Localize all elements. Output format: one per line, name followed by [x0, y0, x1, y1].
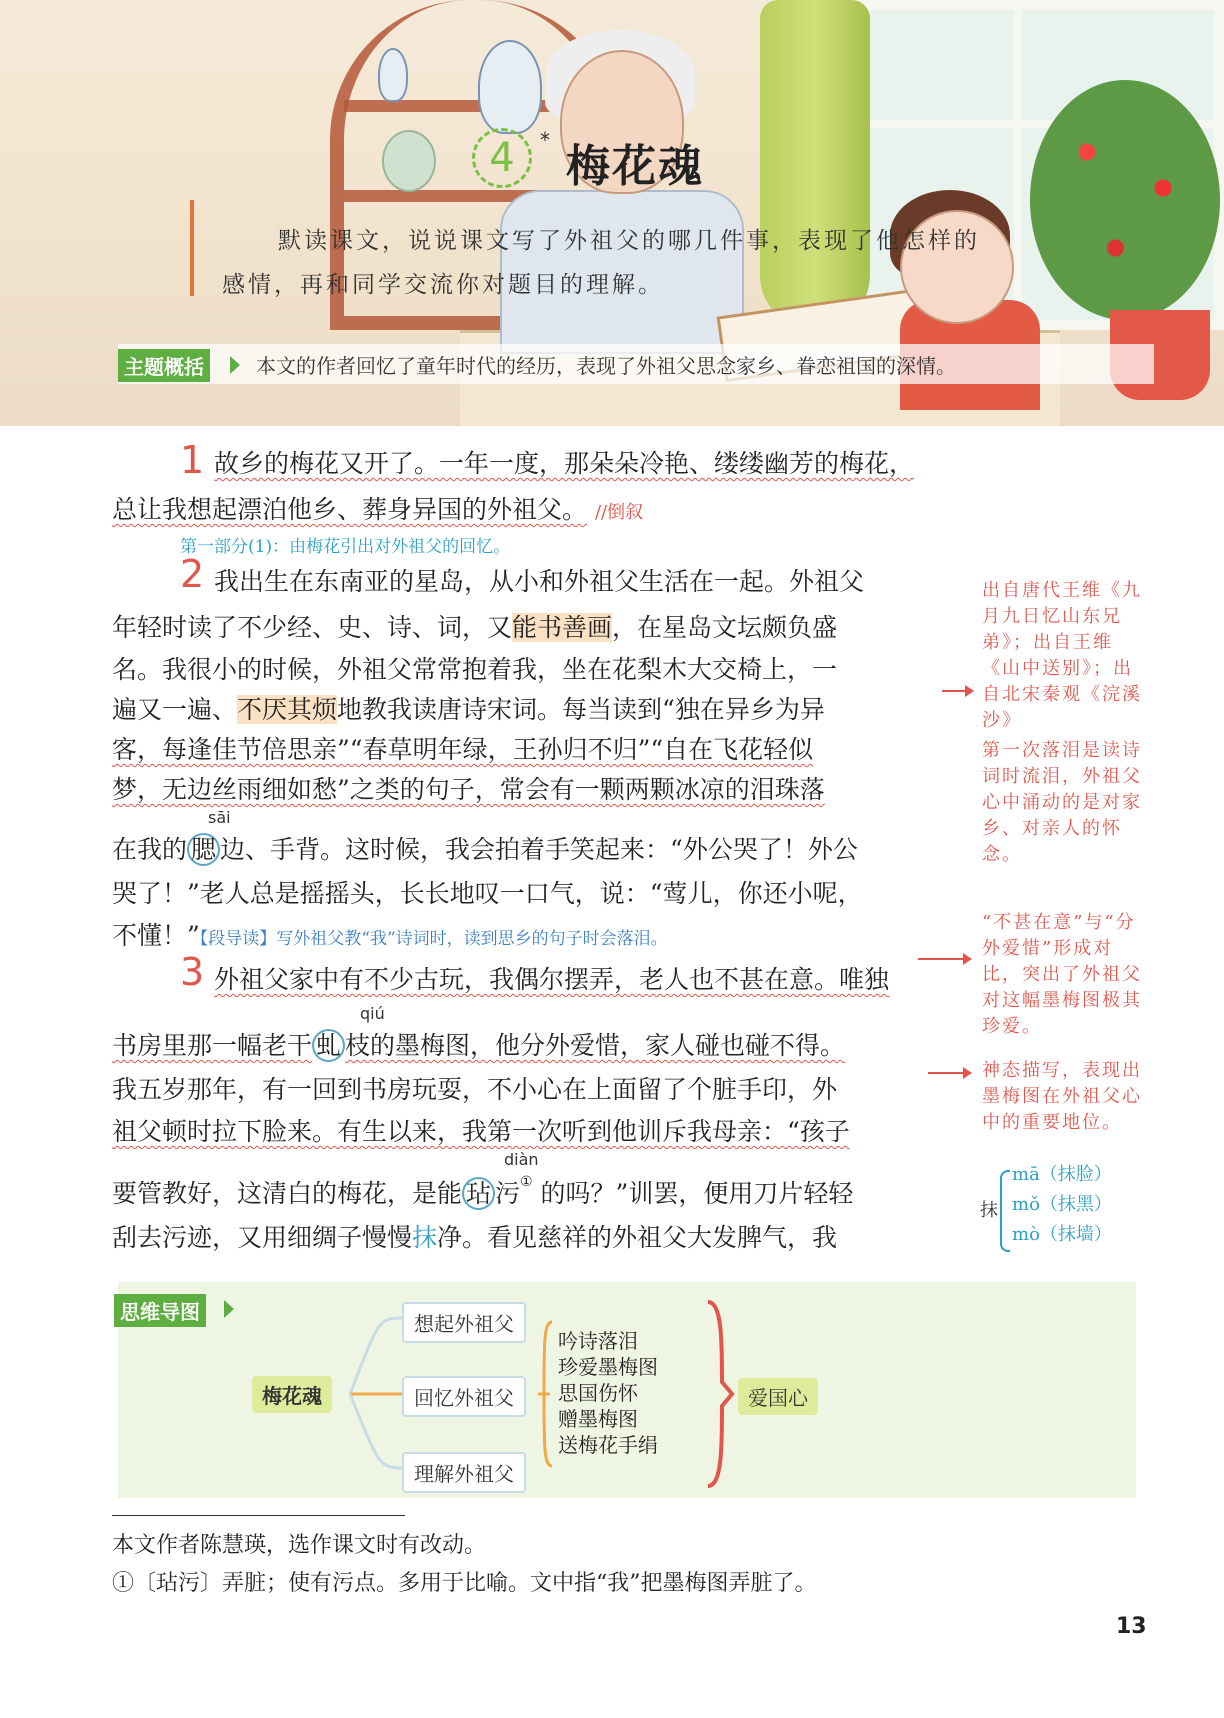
- mind-map-result: 爱国心: [738, 1378, 818, 1415]
- text-span: 刮去污迹，又用细绸子慢慢: [112, 1223, 413, 1252]
- text-span: 地教我读唐诗宋词。每当读到“独在异乡为异: [337, 695, 825, 724]
- mind-map-branch: 回忆外祖父: [402, 1376, 526, 1417]
- theme-summary-text: 本文的作者回忆了童年时代的经历，表现了外祖父思念家乡、眷恋祖国的深情。: [256, 354, 956, 378]
- arrow-icon: [928, 1072, 970, 1074]
- paragraph-number: 1: [180, 438, 205, 482]
- text-line: 名。我很小的时候，外祖父常常抱着我，坐在花梨木大交椅上，一: [112, 655, 838, 684]
- text-span: 要管教好，这清白的梅花，是能: [112, 1179, 463, 1208]
- source-note: 本文作者陈慧瑛，选作课文时有改动。: [112, 1533, 487, 1558]
- part-note: 第一部分(1)：由梅花引出对外祖父的回忆。: [180, 537, 511, 557]
- text-span: 边、手背。这时候，我会拍着手笑起来：“外公哭了！外公: [220, 835, 858, 864]
- arrow-icon: [942, 690, 972, 692]
- mind-map-branch: 想起外祖父: [402, 1302, 526, 1343]
- text-line: 我五岁那年，有一回到书房玩耍，不小心在上面留了个脏手印，外: [112, 1075, 838, 1104]
- text-line: 祖父顿时拉下脸来。有生以来，我第一次听到他训斥我母亲：“孩子: [112, 1117, 850, 1146]
- circled-character: 腮: [187, 833, 220, 866]
- mind-map-event: 珍爱墨梅图: [558, 1355, 658, 1379]
- text-line: [112, 490, 643, 526]
- text-span: ，在星岛文坛颇负盛: [612, 613, 838, 642]
- polyphone-reading: mǒ（抹黑）: [1012, 1194, 1112, 1215]
- arrow-icon: [918, 958, 970, 960]
- jar-icon: [382, 130, 436, 192]
- vase-icon: [378, 48, 408, 102]
- text-span: 净。看见慈祥的外祖父大发脾气，我: [437, 1223, 838, 1252]
- text-span: 不懂！”: [112, 921, 200, 950]
- mind-map-events: [558, 1328, 658, 1458]
- side-note-expression: 神态描写，表现出墨梅图在外祖父心中的重要地位。: [982, 1060, 1142, 1133]
- instruction-line: 感情，再和同学交流你对题目的理解。: [222, 272, 664, 298]
- text-line: 梦，无边丝雨细如愁”之类的句子，常会有一颗两颗冰凉的泪珠落: [112, 775, 825, 804]
- pinyin: qiú: [360, 1004, 385, 1023]
- footnote-marker: ①: [520, 1174, 533, 1190]
- vase-icon: [478, 40, 542, 134]
- text-line: 我出生在东南亚的星岛，从小和外祖父生活在一起。外祖父: [214, 567, 865, 596]
- polyphone-reading: mā（抹脸）: [1012, 1164, 1112, 1185]
- page-number: 13: [1116, 1614, 1147, 1639]
- lesson-title: 梅花魂: [566, 141, 704, 192]
- mind-map-center: 梅花魂: [252, 1376, 332, 1413]
- circled-character: 玷: [462, 1177, 495, 1210]
- instruction-bar: [190, 200, 194, 296]
- text-span: 污: [495, 1179, 521, 1208]
- text-line: 客，每逢佳节倍思亲”“春草明年绿，王孙归不归”“自在飞花轻似: [112, 735, 814, 764]
- lesson-number: 4: [472, 128, 532, 188]
- text-span: 枝的墨梅图，他分外爱惜，家人碰也碰不得。: [345, 1031, 846, 1060]
- text-line: [112, 1218, 837, 1254]
- text-span: 的吗？”训罢，便用刀片轻轻: [532, 1179, 854, 1208]
- mind-map-event: 送梅花手绢: [558, 1433, 658, 1457]
- text-line: 外祖父家中有不少古玩，我偶尔摆弄，老人也不甚在意。唯独: [214, 965, 890, 994]
- text-line: 哭了！”老人总是摇摇头，长长地叹一口气，说：“莺儿，你还小呢，: [112, 879, 863, 908]
- side-note-contrast: “不甚在意”与“分外爱惜”形成对比，突出了外祖父对这幅墨梅图极其珍爱。: [982, 912, 1142, 1037]
- pinyin: sāi: [208, 808, 231, 827]
- polyphone-character: 抹: [412, 1223, 438, 1252]
- mind-map-event: 赠墨梅图: [558, 1407, 638, 1431]
- circled-character: 虬: [312, 1029, 345, 1062]
- text-line: [112, 830, 858, 866]
- text-line: [112, 608, 837, 644]
- side-note-tears: 第一次落泪是读诗词时流泪，外祖父心中涌动的是对家乡、对亲人的怀念。: [982, 740, 1142, 865]
- polyphone-reading: mò（抹墙）: [1012, 1224, 1112, 1245]
- self-study-star: *: [540, 128, 550, 152]
- text-span: 在我的: [112, 835, 188, 864]
- text-line: [112, 916, 668, 952]
- instruction-line: 默读课文，说说课文写了外祖父的哪几件事，表现了他怎样的: [278, 228, 980, 254]
- text-span: 总让我想起漂泊他乡、葬身异国的外祖父。: [112, 495, 588, 524]
- text-line: [112, 690, 825, 726]
- text-span: 书房里那一幅老干: [112, 1031, 313, 1060]
- text-line: 故乡的梅花又开了。一年一度，那朵朵冷艳、缕缕幽芳的梅花，: [214, 449, 915, 478]
- plum-tree-icon: [1030, 80, 1220, 320]
- theme-summary-label: 主题概括: [118, 349, 210, 382]
- side-note-poem-source: 出自唐代王维《九月九日忆山东兄弟》；出自王维《山中送别》；出自北宋秦观《浣溪沙》: [982, 580, 1142, 731]
- text-span: 遍又一遍、: [112, 695, 238, 724]
- curtain: [760, 0, 870, 330]
- mind-map-label: 思维导图: [114, 1294, 206, 1327]
- brace-icon: [1000, 1170, 1010, 1252]
- highlighted-word: 能书善画: [512, 613, 613, 642]
- flashback-mark: //倒叙: [594, 502, 644, 523]
- mind-map-event: 思国伤怀: [558, 1381, 638, 1405]
- text-line: [112, 1026, 845, 1062]
- mind-map-branch: 理解外祖父: [402, 1452, 526, 1493]
- paragraph-number: 3: [180, 950, 205, 994]
- footnote-rule: [112, 1515, 405, 1516]
- paragraph-guide: 【段导读】写外祖父教“我”诗词时，读到思乡的句子时会落泪。: [199, 929, 668, 949]
- text-line: [112, 1174, 853, 1210]
- text-span: 年轻时读了不少经、史、诗、词，又: [112, 613, 513, 642]
- label-arrow-icon: [230, 356, 240, 374]
- highlighted-word: 不厌其烦: [237, 695, 338, 724]
- polyphone-char: 抹: [980, 1200, 998, 1221]
- paragraph-number: 2: [180, 552, 205, 596]
- pinyin: diàn: [504, 1150, 539, 1169]
- mind-map-event: 吟诗落泪: [558, 1329, 638, 1353]
- footnote: ①〔玷污〕弄脏；使有污点。多用于比喻。文中指“我”把墨梅图弄脏了。: [112, 1571, 817, 1596]
